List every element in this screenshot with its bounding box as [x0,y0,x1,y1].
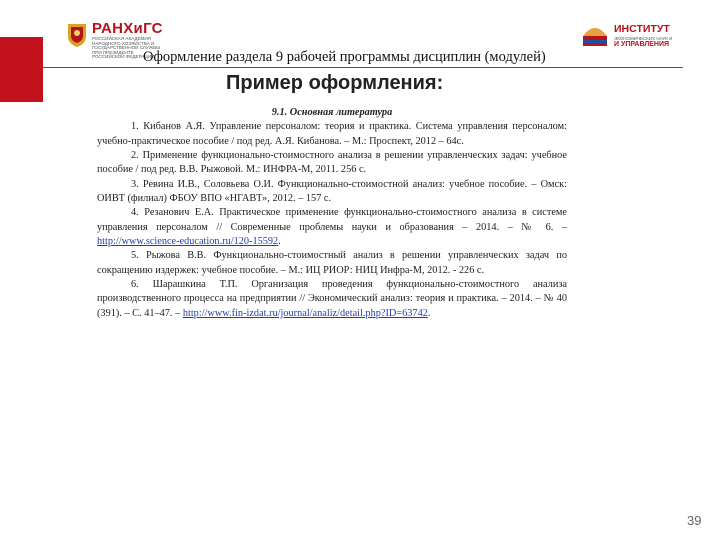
ranepa-logo [66,20,196,60]
page-number: 39 [687,513,702,528]
reference-text: Кибанов А.Я. Управление персоналом: теория и практика. Система управления персоналом: учебно-практическое пособие / под ред. А.Я. Кибанова. – М.: Проспект, 2012 – 64с. [97,121,567,147]
reference-number: 1. [131,121,139,133]
accent-bar [0,37,43,102]
reference-item [97,149,567,178]
reference-item [97,206,567,249]
section-title: 9.1. Основная литература [271,107,393,118]
reference-text: Шарашкина Т.П. Организация проведения функционально-стоимостного анализа производственного процесса на предприятии // Экономический анализ: теория и практика. – 2014. – № 40 (391). – С. 41–47. – [97,279,568,319]
institute-subtitle-line1: ЭКОНОМИЧЕСКИХ НАУК И [614,36,673,41]
institute-brand: ИНСТИТУТ [614,23,670,35]
reference-text: Рыжова В.В. Функционально-стоимостный анализ в решении управленческих задач по сокращению издержек: учебное пособие. – М.: ИЦ РИОР: НИЦ Инфра-М, 2012. - 226 с. [97,250,567,276]
reference-tail: . [427,307,431,319]
page-heading: Пример оформления: [226,72,444,94]
reference-item [97,178,567,207]
reference-number: 4. [131,207,139,219]
institute-emblem-icon [580,22,610,48]
reference-text: Применение функционально-стоимостного анализа в решении управленческих задач: учебное пособие / под ред. В.В. Рыжовой. М.: ИНФРА-М, 2011. 256 с. [97,150,567,176]
reference-text: Ревина И.В., Соловьева О.И. Функционально-стоимостной анализ: учебное пособие. – Омск: ОИВТ (филиал) ФБОУ ВПО «НГАВТ», 2012. – 157 с. [97,178,568,205]
reference-tail: . [278,236,281,248]
institute-logo [580,22,702,52]
reference-item [97,278,567,321]
literature-document [97,106,567,321]
reference-number: 6. [131,279,139,291]
ranepa-brand: РАНХиГС [92,20,163,37]
title-divider [43,67,683,68]
eagle-emblem-icon [66,20,88,48]
reference-link[interactable]: http://www.science-education.ru/120-15592 [97,236,279,248]
slide-title: Оформление раздела 9 рабочей программы дисциплин (модулей) [143,49,546,65]
reference-number: 2. [131,150,139,162]
reference-number: 5. [131,250,139,262]
institute-subtitle-line2: И УПРАВЛЕНИЯ [614,41,670,48]
reference-item [97,249,567,278]
reference-item [97,120,567,149]
reference-number: 3. [131,178,139,190]
reference-text: Резанович Е.А. Практическое применение функционально-стоимостного анализа в системе управления персоналом // Современные проблемы науки и образования – 2014. – № 6. – [97,207,567,233]
reference-link[interactable]: http://www.fin-izdat.ru/journal/analiz/detail.php?ID=63742 [182,307,428,319]
ranepa-subtitle: РОССИЙСКАЯ АКАДЕМИЯ НАРОДНОГО ХОЗЯЙСТВА И ГОСУДАРСТВЕННОЙ СЛУЖБЫ ПРИ ПРЕЗИДЕНТЕ РОССИЙСКОЙ ФЕДЕРАЦИИ [92,36,161,60]
